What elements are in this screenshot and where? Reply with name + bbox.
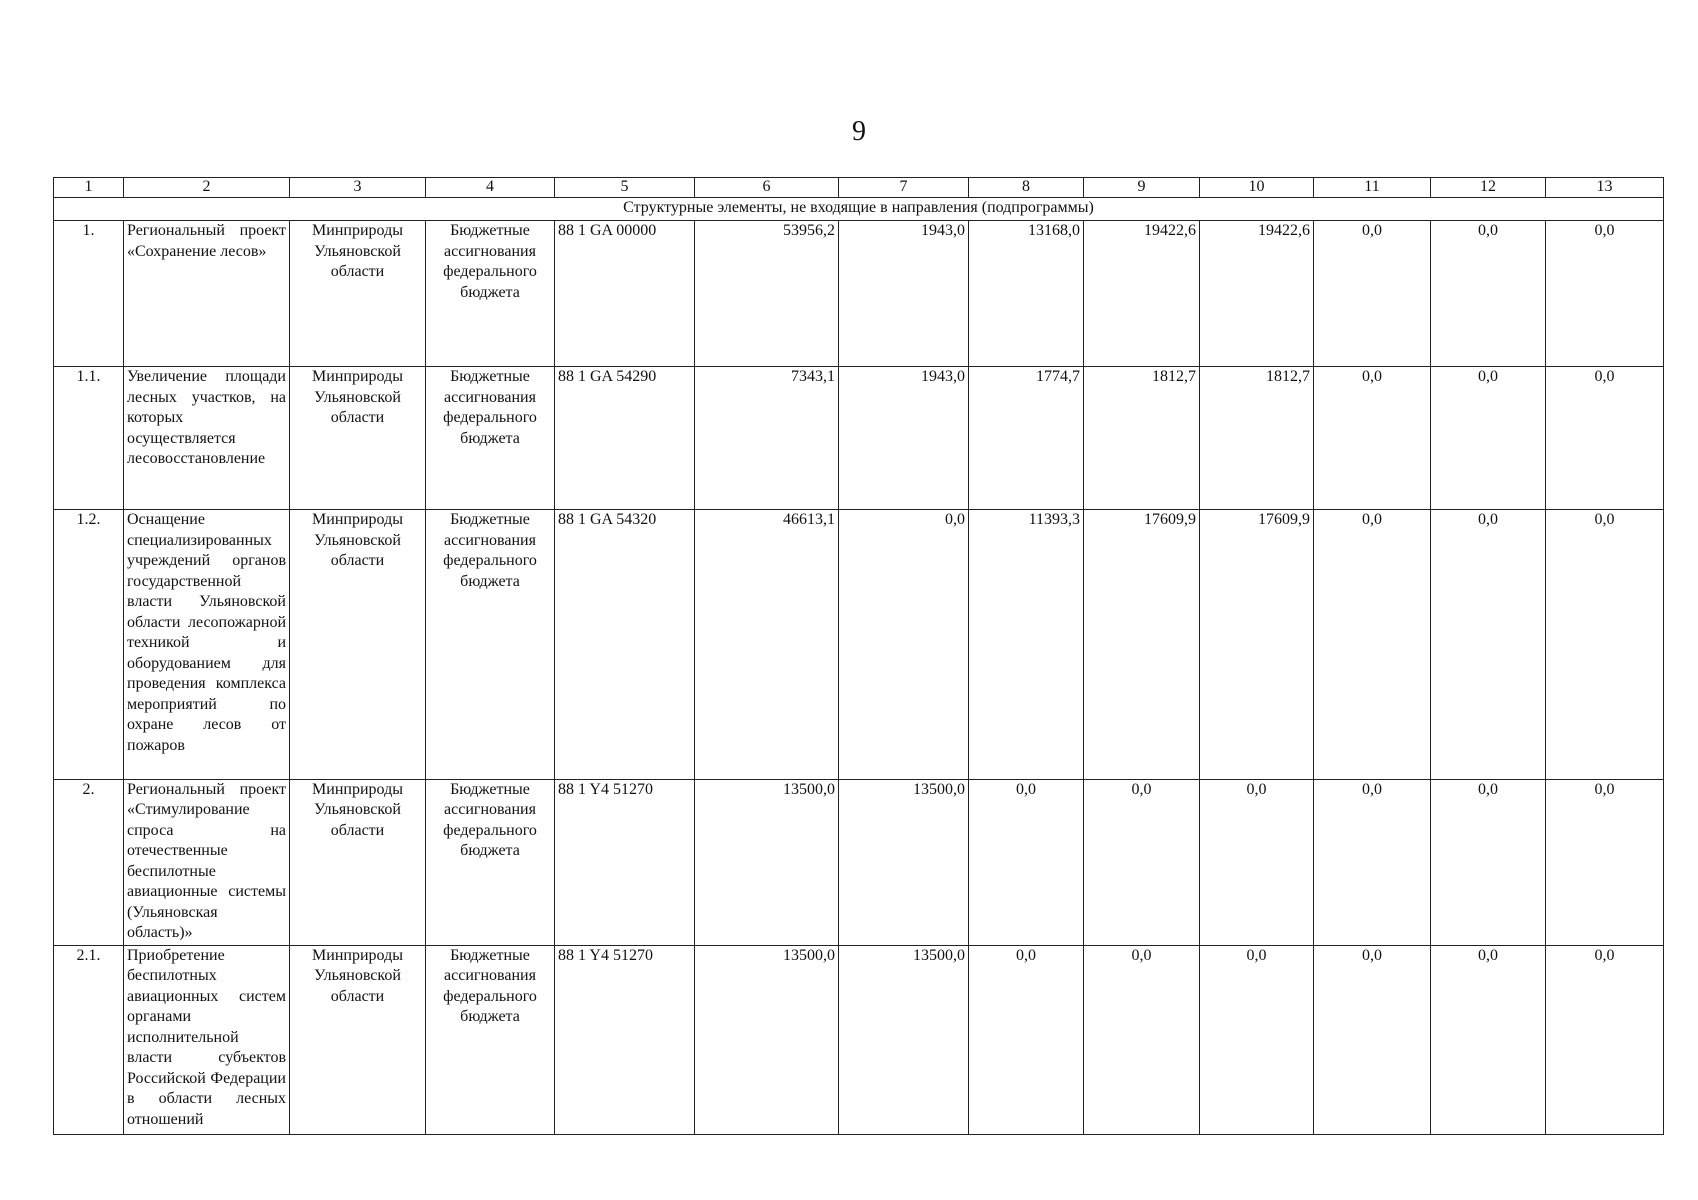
row-budget-code: 88 1 GA 54290 bbox=[555, 367, 695, 510]
row-executor: Минприроды Ульяновской области bbox=[290, 510, 426, 780]
row-value-col8: 11393,3 bbox=[969, 510, 1084, 780]
table-row bbox=[54, 367, 1664, 510]
row-name: Оснащение специализированных учреждений органов государственной власти Ульяновской области лесопожарной техникой и оборудованием для проведения комплекса мероприятий по охране лесов от пожаров bbox=[124, 510, 290, 780]
row-budget-code: 88 1 GA 00000 bbox=[555, 221, 695, 367]
row-funding-source: Бюджетные ассигнования федерального бюджета bbox=[426, 510, 555, 780]
row-number: 2.1. bbox=[54, 945, 124, 1134]
row-value-col11: 0,0 bbox=[1314, 779, 1431, 945]
row-value-col8: 0,0 bbox=[969, 779, 1084, 945]
column-number: 11 bbox=[1314, 178, 1431, 198]
row-value-col7: 13500,0 bbox=[839, 945, 969, 1134]
row-name: Увеличение площади лесных участков, на которых осуществляется лесовосстановление bbox=[124, 367, 290, 510]
row-budget-code: 88 1 Y4 51270 bbox=[555, 945, 695, 1134]
row-value-col10: 0,0 bbox=[1200, 945, 1314, 1134]
row-value-col8: 13168,0 bbox=[969, 221, 1084, 367]
row-value-col13: 0,0 bbox=[1546, 945, 1664, 1134]
column-number: 1 bbox=[54, 178, 124, 198]
row-value-col7: 13500,0 bbox=[839, 779, 969, 945]
table-row bbox=[54, 945, 1664, 1134]
row-value-col6: 13500,0 bbox=[695, 945, 839, 1134]
row-value-col10: 1812,7 bbox=[1200, 367, 1314, 510]
row-value-col12: 0,0 bbox=[1431, 945, 1546, 1134]
row-value-col13: 0,0 bbox=[1546, 367, 1664, 510]
column-number: 4 bbox=[426, 178, 555, 198]
row-funding-source: Бюджетные ассигнования федерального бюджета bbox=[426, 945, 555, 1134]
row-executor: Минприроды Ульяновской области bbox=[290, 367, 426, 510]
column-number-row bbox=[54, 178, 1664, 198]
row-value-col9: 1812,7 bbox=[1084, 367, 1200, 510]
row-value-col13: 0,0 bbox=[1546, 779, 1664, 945]
row-value-col6: 46613,1 bbox=[695, 510, 839, 780]
row-name: Региональный проект «Стимулирование спроса на отечественные беспилотные авиационные системы (Ульяновская область)» bbox=[124, 779, 290, 945]
row-value-col13: 0,0 bbox=[1546, 510, 1664, 780]
row-value-col13: 0,0 bbox=[1546, 221, 1664, 367]
row-executor: Минприроды Ульяновской области bbox=[290, 945, 426, 1134]
row-value-col11: 0,0 bbox=[1314, 945, 1431, 1134]
section-heading-row bbox=[54, 198, 1664, 221]
row-value-col9: 0,0 bbox=[1084, 945, 1200, 1134]
table-row bbox=[54, 779, 1664, 945]
column-number: 3 bbox=[290, 178, 426, 198]
table-row bbox=[54, 510, 1664, 780]
row-value-col8: 1774,7 bbox=[969, 367, 1084, 510]
row-value-col9: 0,0 bbox=[1084, 779, 1200, 945]
budget-table bbox=[53, 177, 1664, 1135]
row-value-col6: 13500,0 bbox=[695, 779, 839, 945]
row-value-col10: 19422,6 bbox=[1200, 221, 1314, 367]
column-number: 9 bbox=[1084, 178, 1200, 198]
column-number: 10 bbox=[1200, 178, 1314, 198]
row-executor: Минприроды Ульяновской области bbox=[290, 221, 426, 367]
column-number: 5 bbox=[555, 178, 695, 198]
section-title: Структурные элементы, не входящие в направления (подпрограммы) bbox=[54, 198, 1664, 221]
row-value-col11: 0,0 bbox=[1314, 367, 1431, 510]
row-value-col7: 1943,0 bbox=[839, 367, 969, 510]
row-value-col9: 17609,9 bbox=[1084, 510, 1200, 780]
column-number: 13 bbox=[1546, 178, 1664, 198]
row-funding-source: Бюджетные ассигнования федерального бюджета bbox=[426, 779, 555, 945]
column-number: 6 bbox=[695, 178, 839, 198]
row-value-col10: 17609,9 bbox=[1200, 510, 1314, 780]
row-value-col10: 0,0 bbox=[1200, 779, 1314, 945]
row-value-col12: 0,0 bbox=[1431, 779, 1546, 945]
row-budget-code: 88 1 GA 54320 bbox=[555, 510, 695, 780]
column-number: 7 bbox=[839, 178, 969, 198]
row-number: 1. bbox=[54, 221, 124, 367]
row-value-col6: 7343,1 bbox=[695, 367, 839, 510]
column-number: 2 bbox=[124, 178, 290, 198]
row-value-col8: 0,0 bbox=[969, 945, 1084, 1134]
row-number: 2. bbox=[54, 779, 124, 945]
row-name: Региональный проект «Сохранение лесов» bbox=[124, 221, 290, 367]
column-number: 12 bbox=[1431, 178, 1546, 198]
row-value-col9: 19422,6 bbox=[1084, 221, 1200, 367]
row-value-col6: 53956,2 bbox=[695, 221, 839, 367]
row-funding-source: Бюджетные ассигнования федерального бюджета bbox=[426, 221, 555, 367]
row-name: Приобретение беспилотных авиационных систем органами исполнительной власти субъектов Российской Федерации в области лесных отношений bbox=[124, 945, 290, 1134]
row-funding-source: Бюджетные ассигнования федерального бюджета bbox=[426, 367, 555, 510]
column-number: 8 bbox=[969, 178, 1084, 198]
row-value-col12: 0,0 bbox=[1431, 510, 1546, 780]
row-value-col7: 1943,0 bbox=[839, 221, 969, 367]
row-number: 1.2. bbox=[54, 510, 124, 780]
table-row bbox=[54, 221, 1664, 367]
row-value-col12: 0,0 bbox=[1431, 367, 1546, 510]
row-value-col11: 0,0 bbox=[1314, 221, 1431, 367]
row-value-col12: 0,0 bbox=[1431, 221, 1546, 367]
row-value-col11: 0,0 bbox=[1314, 510, 1431, 780]
page-number: 9 bbox=[852, 116, 866, 147]
row-executor: Минприроды Ульяновской области bbox=[290, 779, 426, 945]
row-value-col7: 0,0 bbox=[839, 510, 969, 780]
row-number: 1.1. bbox=[54, 367, 124, 510]
row-budget-code: 88 1 Y4 51270 bbox=[555, 779, 695, 945]
